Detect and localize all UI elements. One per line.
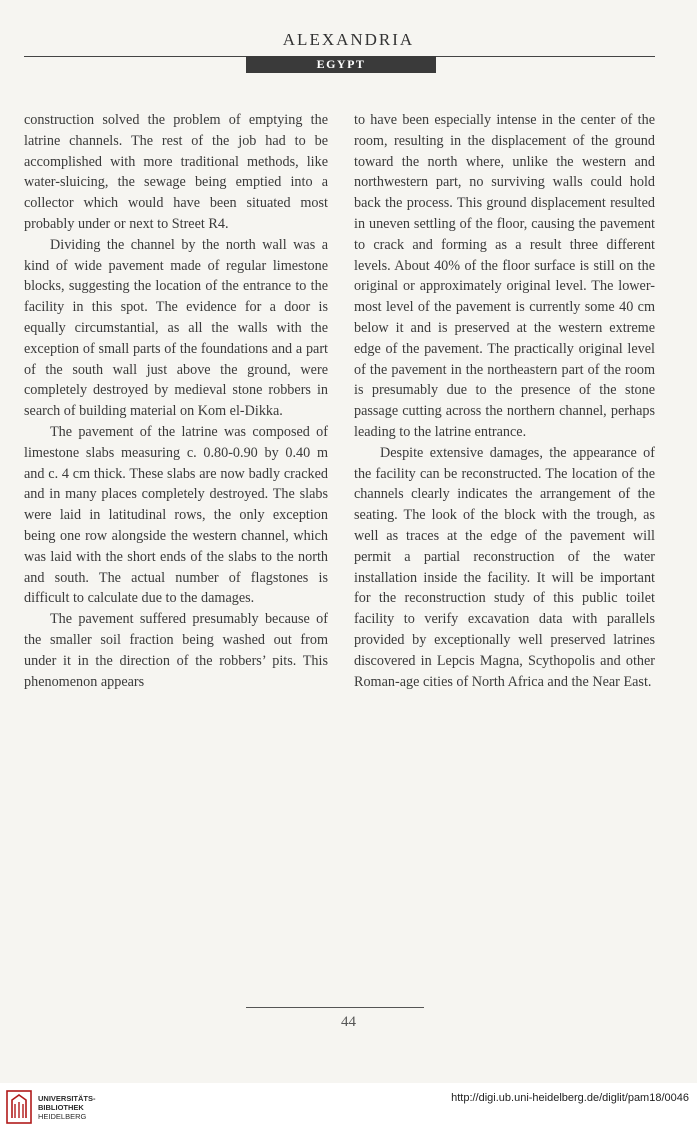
footer-rule — [246, 1007, 424, 1008]
paragraph: Dividing the channel by the north wall was a kind of wide pavement made of regular limestone blocks, suggesting the location of the entrance to the facility in this spot. The evidence for a door is equally circumstantial, as all the walls with the exception of small parts of the foundations and a part of the south wall just above the ground, were completely destroyed by medieval stone robbers in search of building material on Kom el-Dikka. — [24, 236, 328, 420]
running-head-title: ALEXANDRIA — [282, 30, 415, 49]
library-logo-icon — [6, 1090, 32, 1124]
paragraph: Despite extensive damages, the appearance of the facility can be reconstructed. The location of the channels clearly indicates the arrangement of the seating. The look of the block with the trough, as well as traces at the edge of the pavement will permit a partial reconstruction of the water installation inside the facility. It will be important for the reconstruction study of this public toilet facility to verify excavation data with parallels provided by exceptionally well preserved latrines discovered in Lepcis Magna, Scythopolis and other Roman-age cities of North Africa and the Near East. — [354, 444, 655, 690]
library-name-line: HEIDELBERG — [38, 1112, 87, 1121]
library-name — [38, 1094, 96, 1121]
paragraph: to have been especially intense in the center of the room, resulting in the displacement of the ground toward the north where, unlike the western and northwestern part, no surviving walls could hold back the process. This ground displacement resulted in uneven settling of the floor, causing the pavement to crack and forming as a result three different levels. About 40% of the floor surface is still on the original or approximately original level. The lower-most level of the pavement is currently some 40 cm below it and is preserved at the western extreme edge of the pavement. The practically original level of the pavement in the northeastern part of the room is presumably due to the presence of the stone passage cutting across the northern channel, perhaps leading to the latrine entrance. — [354, 112, 655, 440]
library-name-line: BIBLIOTHEK — [38, 1103, 84, 1112]
paragraph: construction solved the problem of emptying the latrine channels. The rest of the job had to be accomplished with more traditional methods, like water-sluicing, the sewage being emptied into a collector which would have been situated most probably under or next to Street R4. — [24, 112, 328, 232]
left-text-column — [24, 110, 328, 692]
source-url-link[interactable]: http://digi.ub.uni-heidelberg.de/diglit/pam18/0046 — [451, 1092, 689, 1104]
library-name-line: UNIVERSITÄTS- — [38, 1094, 96, 1103]
section-label: EGYPT — [246, 56, 436, 73]
digitization-footer — [0, 1083, 697, 1132]
page-number: 44 — [341, 1014, 356, 1030]
paragraph: The pavement of the latrine was composed of limestone slabs measuring c. 0.80-0.90 by 0.40 m and c. 4 cm thick. These slabs are now badly cracked and in many places completely destroyed. The slabs were laid in latitudinal rows, the only exception being one row alongside the western channel, which was laid with the short ends of the slabs to the north and south. The actual number of flagstones is difficult to calculate due to the damages. — [24, 423, 328, 607]
paragraph: The pavement suffered presumably because of the smaller soil fraction being washed out from under it in the direction of the robbers’ pits. This phenomenon appears — [24, 611, 328, 690]
right-text-column — [354, 110, 655, 692]
